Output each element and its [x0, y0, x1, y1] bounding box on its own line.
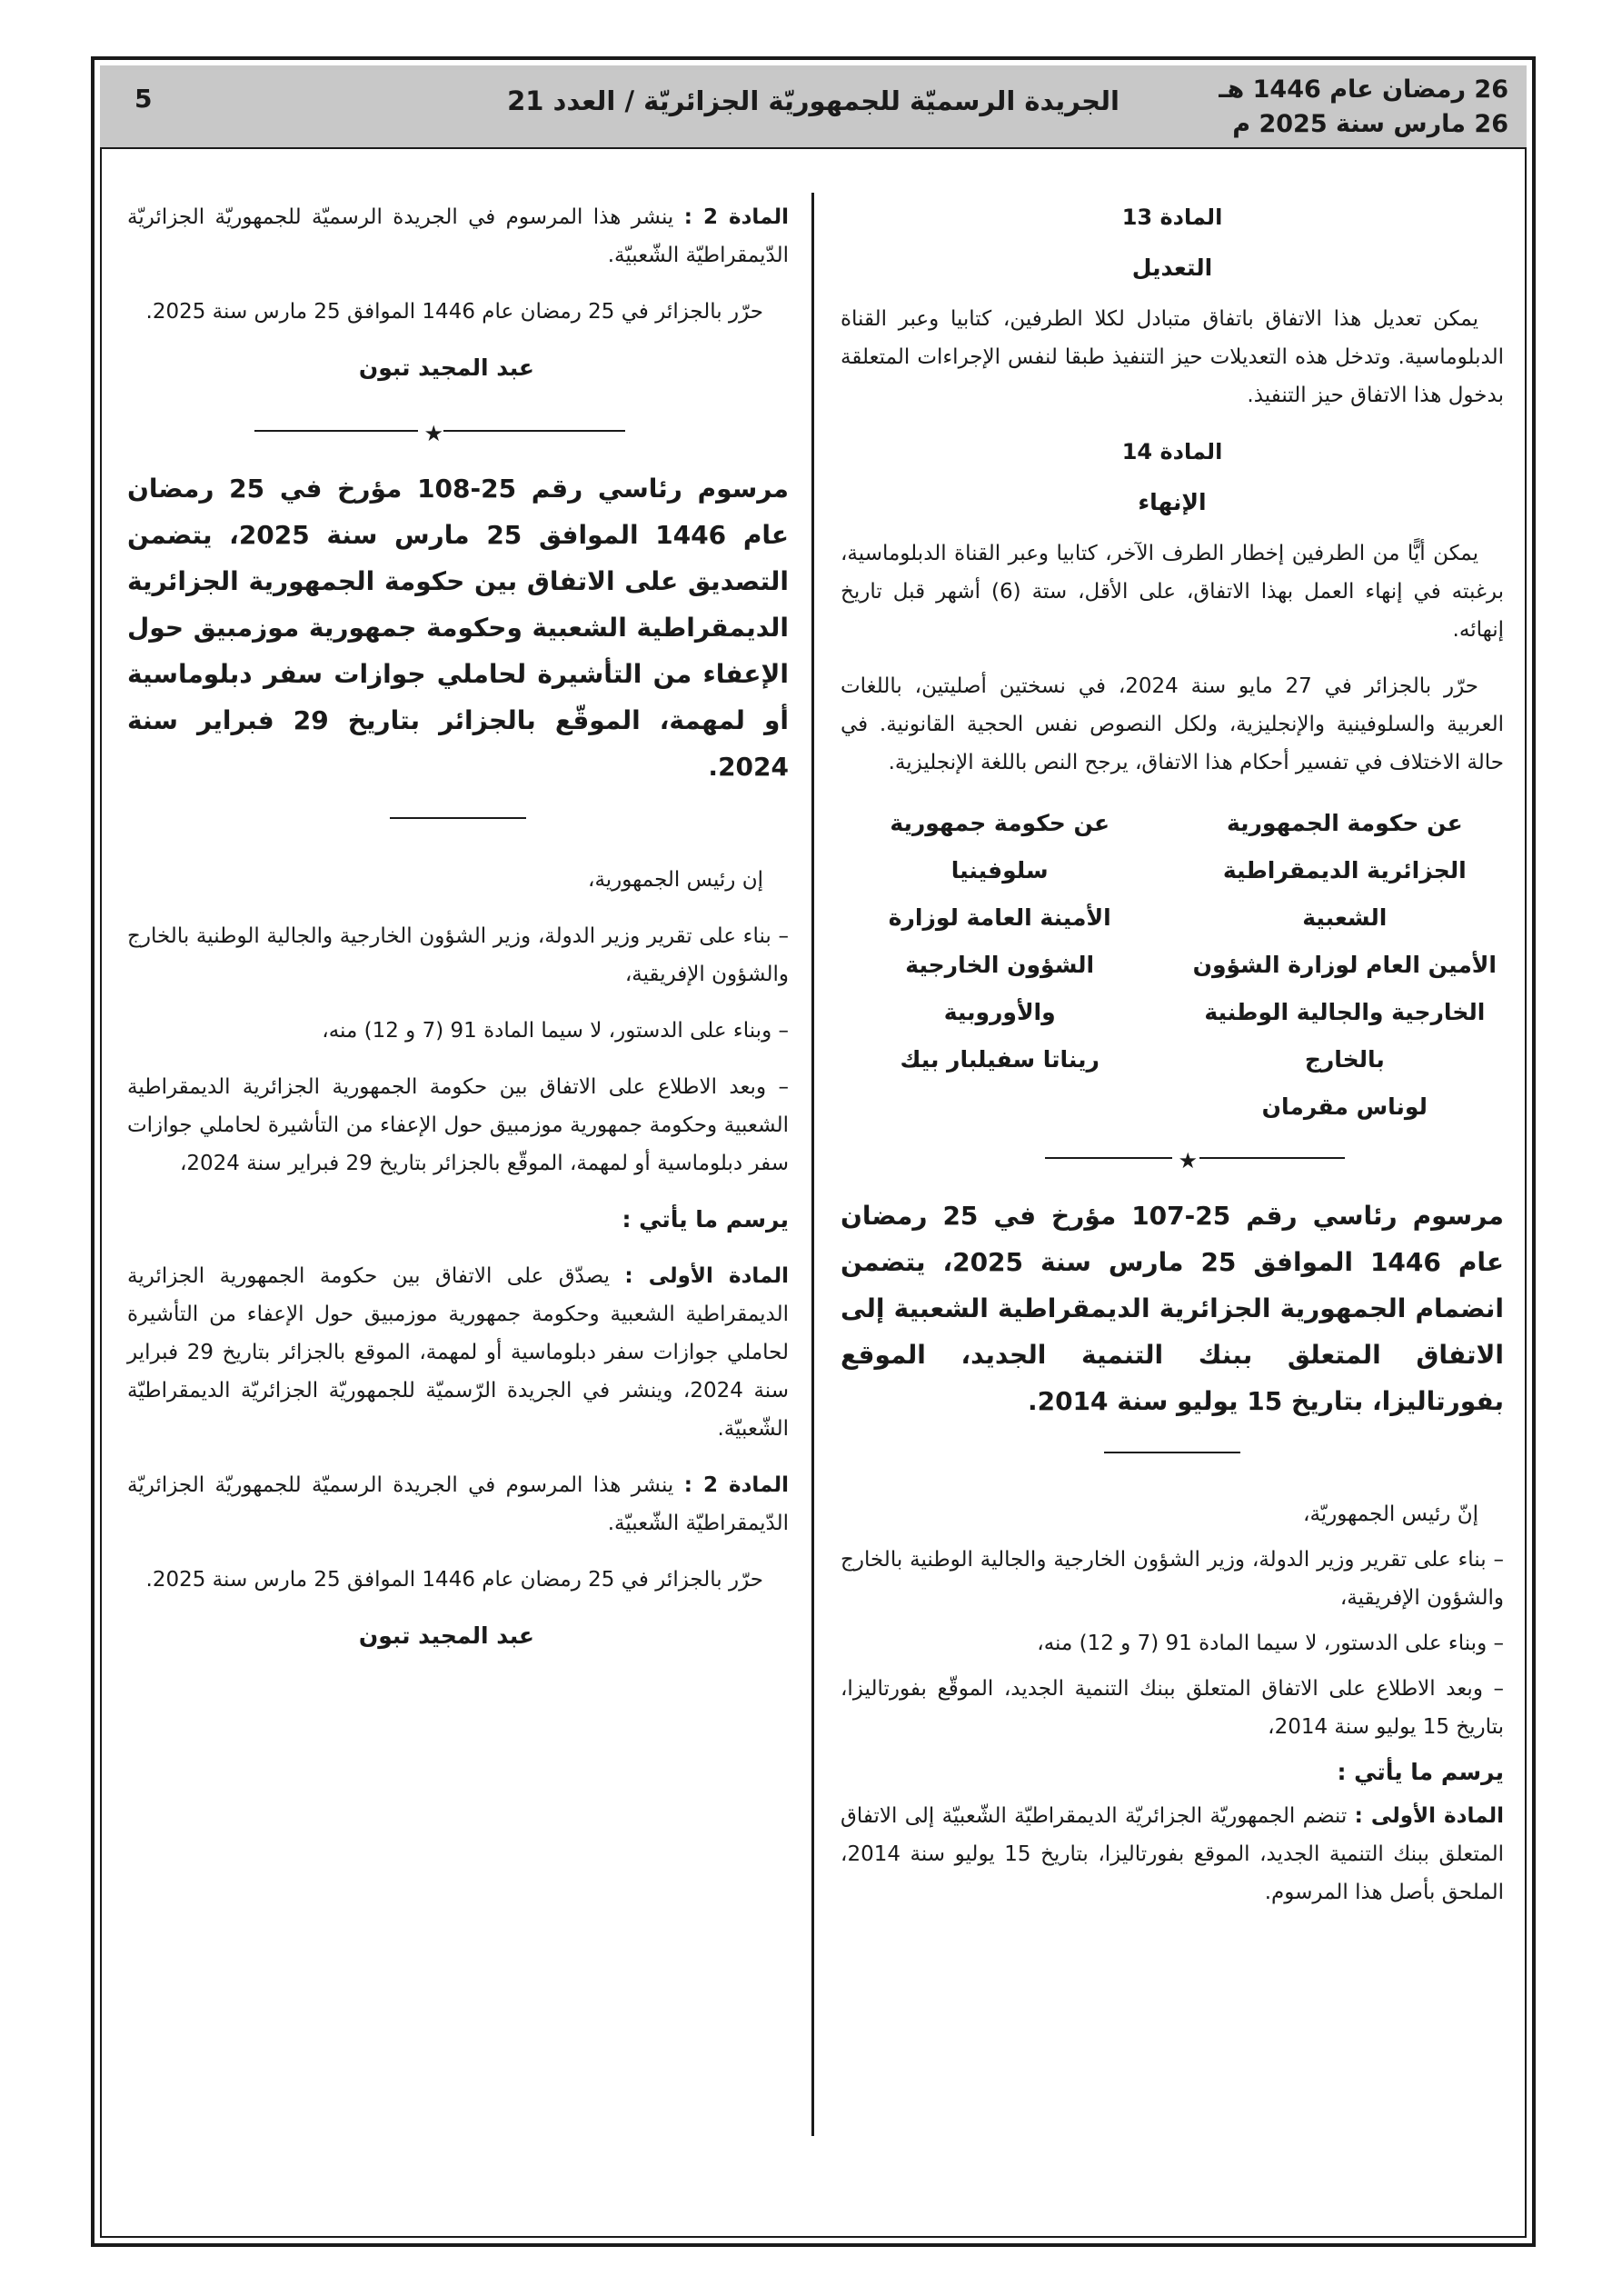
sig-slovenia-line-5: والأوروبية — [943, 999, 1056, 1025]
recital-1: – بناء على تقرير وزير الدولة، وزير الشؤون الخارجية والجالية الوطنية بالخارج والشؤون الإفريقية، — [127, 924, 789, 986]
sig-algeria-name: لوناس مقرمان — [1261, 1093, 1428, 1120]
article-1-text: تنضم الجمهوريّة الجزائريّة الديمقراطيّة الشّعبيّة إلى الاتفاق المتعلق ببنك التنمية الجديد، الموقع بفورتاليزا، بتاريخ 15 يوليو سنة 2014، الملحق بأصل هذا المرسوم. — [841, 1804, 1504, 1904]
article-2 — [127, 198, 789, 275]
short-separator — [390, 817, 526, 819]
article-2-text: ينشر هذا المرسوم في الجريدة الرسميّة للجمهوريّة الجزائريّة الدّيمقراطيّة الشّعبيّة. — [127, 205, 789, 267]
left-column — [127, 198, 789, 1681]
article-2-text: ينشر هذا المرسوم في الجريدة الرسميّة للجمهوريّة الجزائريّة الدّيمقراطيّة الشّعبيّة. — [127, 1473, 789, 1535]
president-signature: عبد المجيد تبون — [358, 354, 534, 381]
recital-2: – وبناء على الدستور، لا سيما المادة 91 (7 و 12) منه، — [322, 1019, 789, 1043]
sig-slovenia-line-1: عن حكومة جمهورية — [890, 810, 1110, 836]
president-intro: إن رئيس الجمهورية، — [588, 868, 763, 892]
decree-107-title: مرسوم رئاسي رقم 25-107 مؤرخ في 25 رمضان عام 1446 الموافق 25 مارس سنة 2025، يتضمن انضمام الجمهورية الجزائرية الديمقراطية الشعبية إلى الاتفاق المتعلق ببنك التنمية الجديد، الموقع بفورتاليزا، بتاريخ 15 يوليو سنة 2014. — [841, 1201, 1504, 1416]
recital-2: – وبناء على الدستور، لا سيما المادة 91 (7 و 12) منه، — [1037, 1632, 1504, 1655]
article-1 — [841, 1797, 1504, 1912]
article-14-title: المادة 14 — [1121, 439, 1223, 464]
star-icon: ★ — [423, 421, 443, 446]
recital-3: – وبعد الاطلاع على الاتفاق المتعلق ببنك التنمية الجديد، الموقّع بفورتاليزا، بتاريخ 15 يوليو سنة 2014، — [841, 1677, 1504, 1739]
article-2-label: المادة 2 : — [683, 205, 789, 229]
recital-3: – وبعد الاطلاع على الاتفاق بين حكومة الجمهورية الجزائرية الديمقراطية الشعبية وحكومة جمهورية موزمبيق حول الإعفاء من التأشيرة لحاملي جوازات سفر دبلوماسية أو لمهمة، الموقّع بالجزائر بتاريخ 29 فبراير سنة 2024، — [127, 1075, 789, 1175]
agreement-done-text: حرّر بالجزائر في 27 مايو سنة 2024، في نسختين أصليتين، باللغات العربية والسلوفينية والإنجليزية، ولكل النصوص نفس الحجية القانونية. في حالة الاختلاف في تفسير أحكام هذا الاتفاق، يرجح النص باللغة الإنجليزية. — [841, 674, 1504, 774]
signature-algeria — [1186, 800, 1504, 1131]
star-separator — [841, 1140, 1504, 1176]
header-date-gregorian: 26 مارس سنة 2025 م — [1232, 110, 1508, 138]
page-number: 5 — [134, 84, 153, 114]
decree-108-title: مرسوم رئاسي رقم 25-108 مؤرخ في 25 رمضان عام 1446 الموافق 25 مارس سنة 2025، يتضمن التصديق على الاتفاق بين حكومة الجمهورية الجزائرية الديمقراطية الشعبية وحكومة جمهورية موزمبيق حول الإعفاء من التأشيرة لحاملي جوازات سفر دبلوماسية أو لمهمة، الموقّع بالجزائر بتاريخ 29 فبراير سنة 2024. — [127, 474, 790, 782]
article-2 — [127, 1466, 789, 1542]
sig-slovenia-name: ريناتا سفيلبار بيك — [900, 1046, 1100, 1073]
article-14-text: يمكن أيًّا من الطرفين إخطار الطرف الآخر، كتابيا وعبر القناة الدبلوماسية، برغبته في إنهاء العمل بهذا الاتفاق، على الأقل، ستة (6) أشهر قبل تاريخ إنهائه. — [841, 542, 1504, 642]
article-1 — [127, 1257, 789, 1448]
done-text: حرّر بالجزائر في 25 رمضان عام 1446 الموافق 25 مارس سنة 2025. — [145, 300, 763, 324]
page-header — [100, 65, 1527, 149]
sig-algeria-line-6: بالخارج — [1304, 1046, 1385, 1073]
sig-slovenia-line-4: الشؤون الخارجية — [905, 952, 1095, 978]
header-title: الجريدة الرسميّة للجمهوريّة الجزائريّة / العدد 21 — [507, 85, 1119, 116]
president-signature: عبد المجيد تبون — [358, 1622, 534, 1649]
done-text: حرّر بالجزائر في 25 رمضان عام 1446 الموافق 25 مارس سنة 2025. — [145, 1568, 763, 1592]
signature-slovenia — [841, 800, 1159, 1131]
column-divider — [811, 193, 814, 2136]
sig-algeria-line-2: الجزائرية الديمقراطية — [1222, 857, 1467, 883]
signatures-block — [841, 800, 1504, 1131]
article-14-subtitle: الإنهاء — [1138, 489, 1207, 515]
short-separator — [1104, 1452, 1240, 1453]
decrees-heading: يرسم ما يأتي : — [622, 1206, 789, 1233]
header-date-hijri: 26 رمضان عام 1446 هـ — [1219, 75, 1508, 104]
president-intro: إنّ رئيس الجمهوريّة، — [1303, 1502, 1478, 1526]
right-column — [841, 198, 1504, 1930]
star-icon: ★ — [1178, 1148, 1198, 1173]
article-1-text: يصدّق على الاتفاق بين حكومة الجمهورية الجزائرية الديمقراطية الشعبية وحكومة جمهورية موزمبيق حول الإعفاء من التأشيرة لحاملي جوازات سفر دبلوماسية أو لمهمة، الموقع بالجزائر بتاريخ 29 فبراير سنة 2024، وينشر في الجريدة الرّسميّة للجمهوريّة الجزائريّة الديمقراطيّة الشّعبيّة. — [127, 1264, 790, 1441]
recital-1: – بناء على تقرير وزير الدولة، وزير الشؤون الخارجية والجالية الوطنية بالخارج والشؤون الإفريقية، — [841, 1548, 1504, 1610]
sig-algeria-line-4: الأمين العام لوزارة الشؤون — [1192, 952, 1497, 978]
sig-algeria-line-3: الشعبية — [1302, 904, 1388, 931]
article-13-subtitle: التعديل — [1131, 255, 1213, 281]
article-13-text: يمكن تعديل هذا الاتفاق باتفاق متبادل لكلا الطرفين، كتابيا وعبر القناة الدبلوماسية. وتدخل هذه التعديلات حيز التنفيذ طبقا لنفس الإجراءات المتعلقة بدخول هذا الاتفاق حيز التنفيذ. — [841, 307, 1504, 407]
article-1-label: المادة الأولى : — [1354, 1804, 1505, 1828]
sig-algeria-line-1: عن حكومة الجمهورية — [1226, 810, 1463, 836]
sig-slovenia-line-3: الأمينة العامة لوزارة — [888, 904, 1111, 931]
sig-algeria-line-5: الخارجية والجالية الوطنية — [1204, 999, 1486, 1025]
star-separator — [127, 413, 789, 449]
article-2-label: المادة 2 : — [683, 1473, 789, 1497]
sig-slovenia-line-2: سلوفينيا — [950, 857, 1049, 883]
article-13-title: المادة 13 — [1121, 205, 1223, 230]
article-1-label: المادة الأولى : — [624, 1264, 789, 1288]
decrees-heading: يرسم ما يأتي : — [1337, 1759, 1504, 1785]
